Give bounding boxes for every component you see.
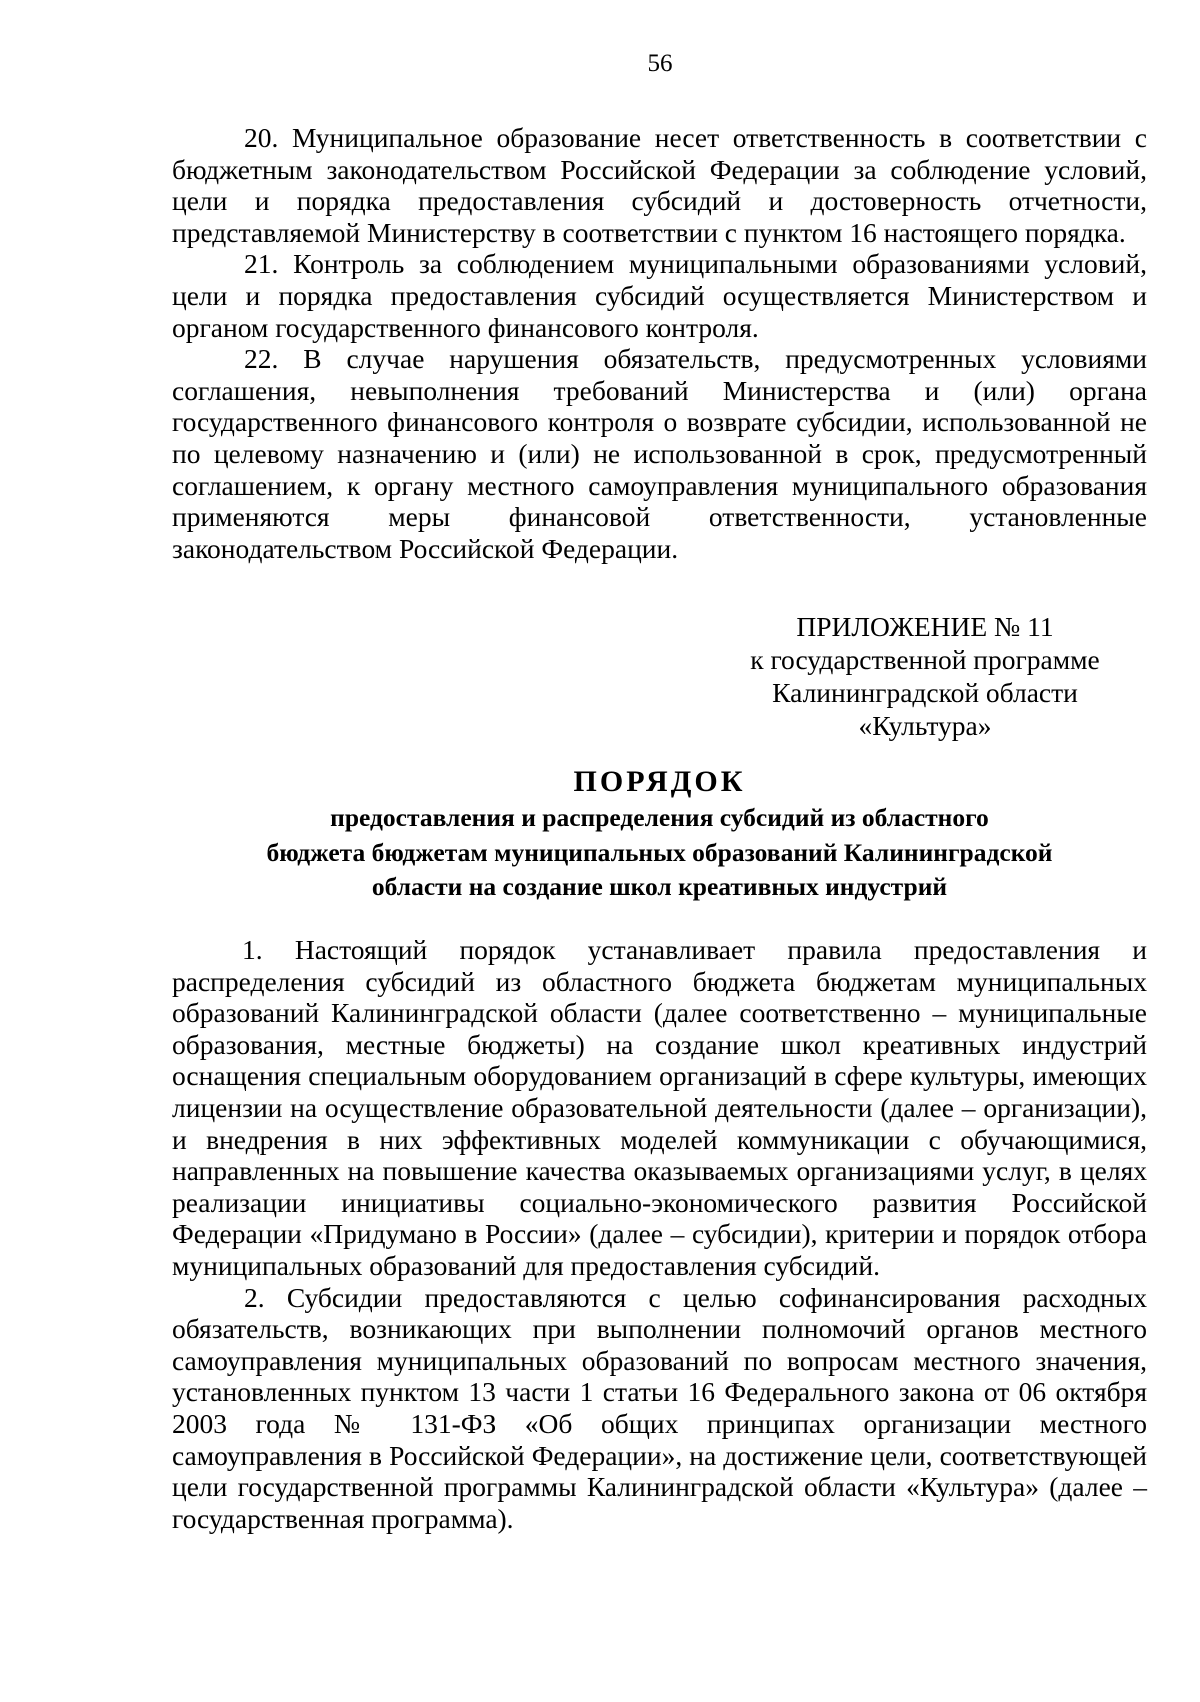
paragraph-22: 22. В случае нарушения обязательств, предусмотренных условиями соглашения, невыполнения требований Министерства и (или) органа государственного финансового контроля о возврате субсидии, использованной не по целевому назначению и (или) не использованной в срок, предусмотренный соглашением, к органу местного самоуправления муниципального образования применяются меры финансовой ответственности, установленные законодательством Российской Федерации. <box>172 343 1147 564</box>
title-subtitle-line: предоставления и распределения субсидий из областного <box>330 803 989 832</box>
title-subtitle-line: бюджета бюджетам муниципальных образований Калининградской <box>266 837 1053 867</box>
title-main: ПОРЯДОК <box>573 765 746 798</box>
appendix-line: «Культура» <box>858 710 992 741</box>
appendix-heading <box>700 610 1150 742</box>
appendix-line: Калининградской области <box>772 677 1078 708</box>
document-title <box>172 764 1147 904</box>
paragraph-20: 20. Муниципальное образование несет ответственность в соответствии с бюджетным законодательством Российской Федерации за соблюдение условий, цели и порядка предоставления субсидий и достоверность отчетности, представляемой Министерству в соответствии с пунктом 16 настоящего порядка. <box>172 122 1147 248</box>
appendix-number: ПРИЛОЖЕНИЕ № 11 <box>796 611 1054 642</box>
paragraph-2: 2. Субсидии предоставляются с целью софинансирования расходных обязательств, возникающих при выполнении полномочий органов местного самоуправления муниципальных образований по вопросам местного значения, установленных пунктом 13 части 1 статьи 16 Федерального закона от 06 октября 2003 года № 131-ФЗ «Об общих принципах организации местного самоуправления в Российской Федерации», на достижение цели, соответствующей цели государственной программы Калининградской области «Культура» (далее – государственная программа). <box>172 1281 1147 1534</box>
appendix-line: к государственной программе <box>750 644 1100 675</box>
paragraph-1: 1. Настоящий порядок устанавливает правила предоставления и распределения субсидий из областного бюджета бюджетам муниципальных образований Калининградской области (далее соответственно – муниципальные образования, местные бюджеты) на создание школ креативных индустрий оснащения специальным оборудованием организаций в сфере культуры, имеющих лицензии на осуществление образовательной деятельности (далее – организации), и внедрения в них эффективных моделей коммуникации с обучающимися, направленных на повышение качества оказываемых организациями услуг, в целях реализации инициативы социально-экономического развития Российской Федерации «Придумано в России» (далее – субсидии), критерии и порядок отбора муниципальных образований для предоставления субсидий. <box>172 934 1147 1281</box>
title-subtitle-line: области на создание школ креативных индустрий <box>371 872 948 901</box>
paragraph-21: 21. Контроль за соблюдением муниципальными образованиями условий, цели и порядка предоставления субсидий осуществляется Министерством и органом государственного финансового контроля. <box>172 248 1147 343</box>
main-paragraphs <box>172 934 1147 1534</box>
page-number: 56 <box>647 50 673 77</box>
closing-paragraphs <box>172 122 1147 564</box>
